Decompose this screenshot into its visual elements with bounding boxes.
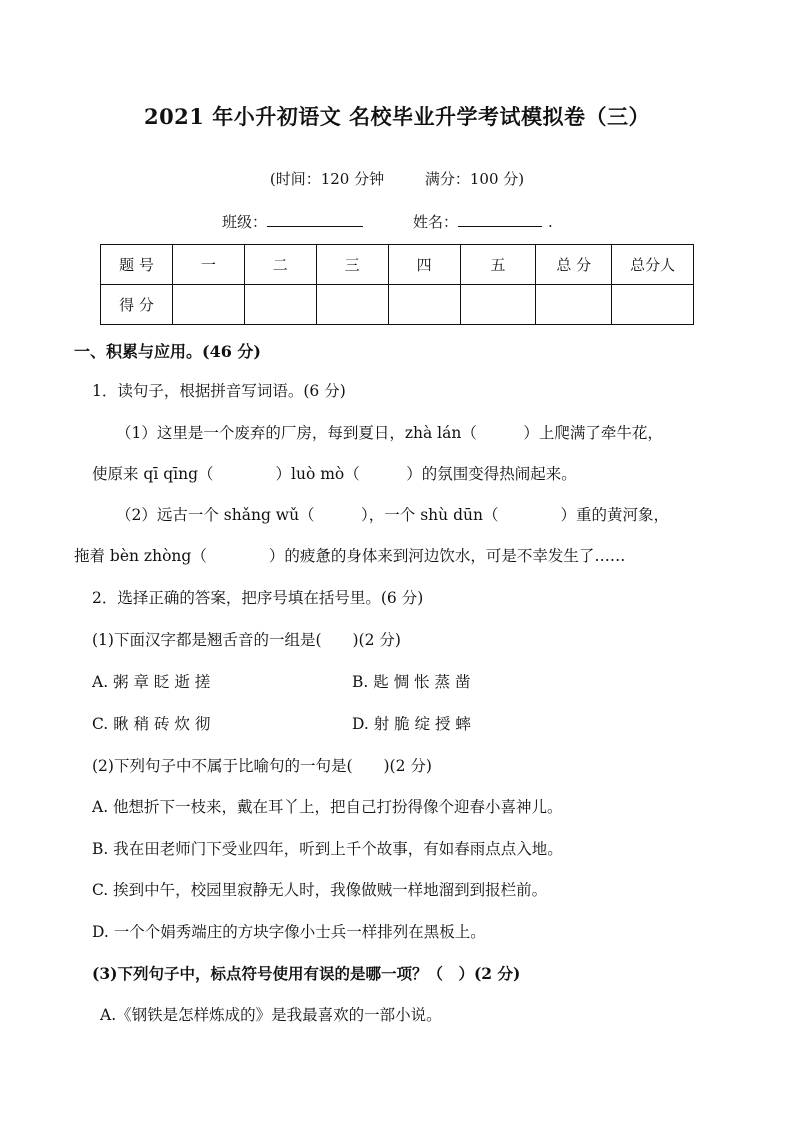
score-header-cell: 题 号	[101, 245, 173, 285]
sub-2-option-b: B. 我在田老师门下受业四年，听到上千个故事，有如春雨点点入地。	[92, 840, 563, 858]
section-heading: 一、积累与应用。(46 分)	[74, 342, 261, 361]
score-header-cell: 总 分	[536, 245, 612, 285]
question-1-stem: 1．读句子，根据拼音写词语。(6 分)	[92, 382, 346, 400]
score-table-header-row	[101, 245, 694, 285]
sub-2-option-d: D. 一个个娟秀端庄的方块字像小士兵一样排列在黑板上。	[92, 923, 486, 941]
name-end: .	[548, 213, 553, 231]
time-info: (时间：120 分钟	[269, 170, 385, 188]
question-1-passage-1-line-2: 使原来 qī qīng（ ）luò mò（ ）的氛围变得热闹起来。	[92, 465, 577, 483]
score-cell[interactable]	[316, 285, 388, 325]
option-a: A. 粥 章 眨 逝 搓	[92, 673, 211, 691]
question-1-passage-1-line-1: （1）这里是一个废弃的厂房，每到夏日，zhà lán（ ）上爬满了牵牛花，	[116, 424, 663, 442]
sub-2-option-a: A. 他想折下一枝来，戴在耳丫上，把自己打扮得像个迎春小喜神儿。	[92, 798, 563, 816]
score-header-cell: 二	[244, 245, 316, 285]
name-label: 姓名：	[413, 213, 459, 231]
full-score-info: 满分：100 分)	[424, 170, 525, 188]
option-c: C. 瞅 稍 砖 炊 彻	[92, 715, 211, 733]
score-header-cell: 四	[388, 245, 460, 285]
score-cell[interactable]	[244, 285, 316, 325]
name-blank[interactable]	[458, 212, 542, 227]
score-cell[interactable]	[536, 285, 612, 325]
score-row-label: 得 分	[101, 285, 173, 325]
class-label: 班级：	[222, 213, 268, 231]
exam-title: 2021 年小升初语文 名校毕业升学考试模拟卷（三）	[143, 104, 651, 129]
score-table	[100, 244, 694, 325]
exam-info	[0, 168, 794, 189]
score-cell[interactable]	[460, 285, 536, 325]
score-header-cell: 总分人	[612, 245, 694, 285]
question-1-passage-2-line-2: 拖着 bèn zhòng（ ）的疲惫的身体来到河边饮水，可是不幸发生了……	[74, 547, 626, 565]
option-d: D. 射 脆 绽 授 蟀	[352, 715, 471, 733]
question-1-passage-2-line-1: （2）远古一个 shǎng wǔ（ ），一个 shù dūn（ ）重的黄河象，	[116, 506, 669, 524]
student-fields	[222, 211, 553, 232]
score-cell[interactable]	[612, 285, 694, 325]
question-2-stem: 2．选择正确的答案，把序号填在括号里。(6 分)	[92, 589, 424, 607]
question-2-sub-3: (3)下列句子中，标点符号使用有误的是哪一项？（ ）(2 分)	[92, 964, 521, 983]
sub-2-option-c: C. 挨到中午，校园里寂静无人时，我像做贼一样地溜到到报栏前。	[92, 881, 548, 899]
score-header-cell: 五	[460, 245, 536, 285]
score-header-cell: 三	[316, 245, 388, 285]
class-blank[interactable]	[267, 212, 363, 227]
question-2-sub-1: (1)下面汉字都是翘舌音的一组是( )(2 分)	[92, 631, 401, 649]
score-cell[interactable]	[172, 285, 244, 325]
option-b: B. 匙 惆 怅 蒸 凿	[352, 673, 471, 691]
sub-3-option-a: A.《钢铁是怎样炼成的》是我最喜欢的一部小说。	[100, 1006, 442, 1024]
score-header-cell: 一	[172, 245, 244, 285]
score-cell[interactable]	[388, 285, 460, 325]
question-2-sub-2: (2)下列句子中不属于比喻句的一句是( )(2 分)	[92, 757, 432, 775]
score-table-score-row	[101, 285, 694, 325]
